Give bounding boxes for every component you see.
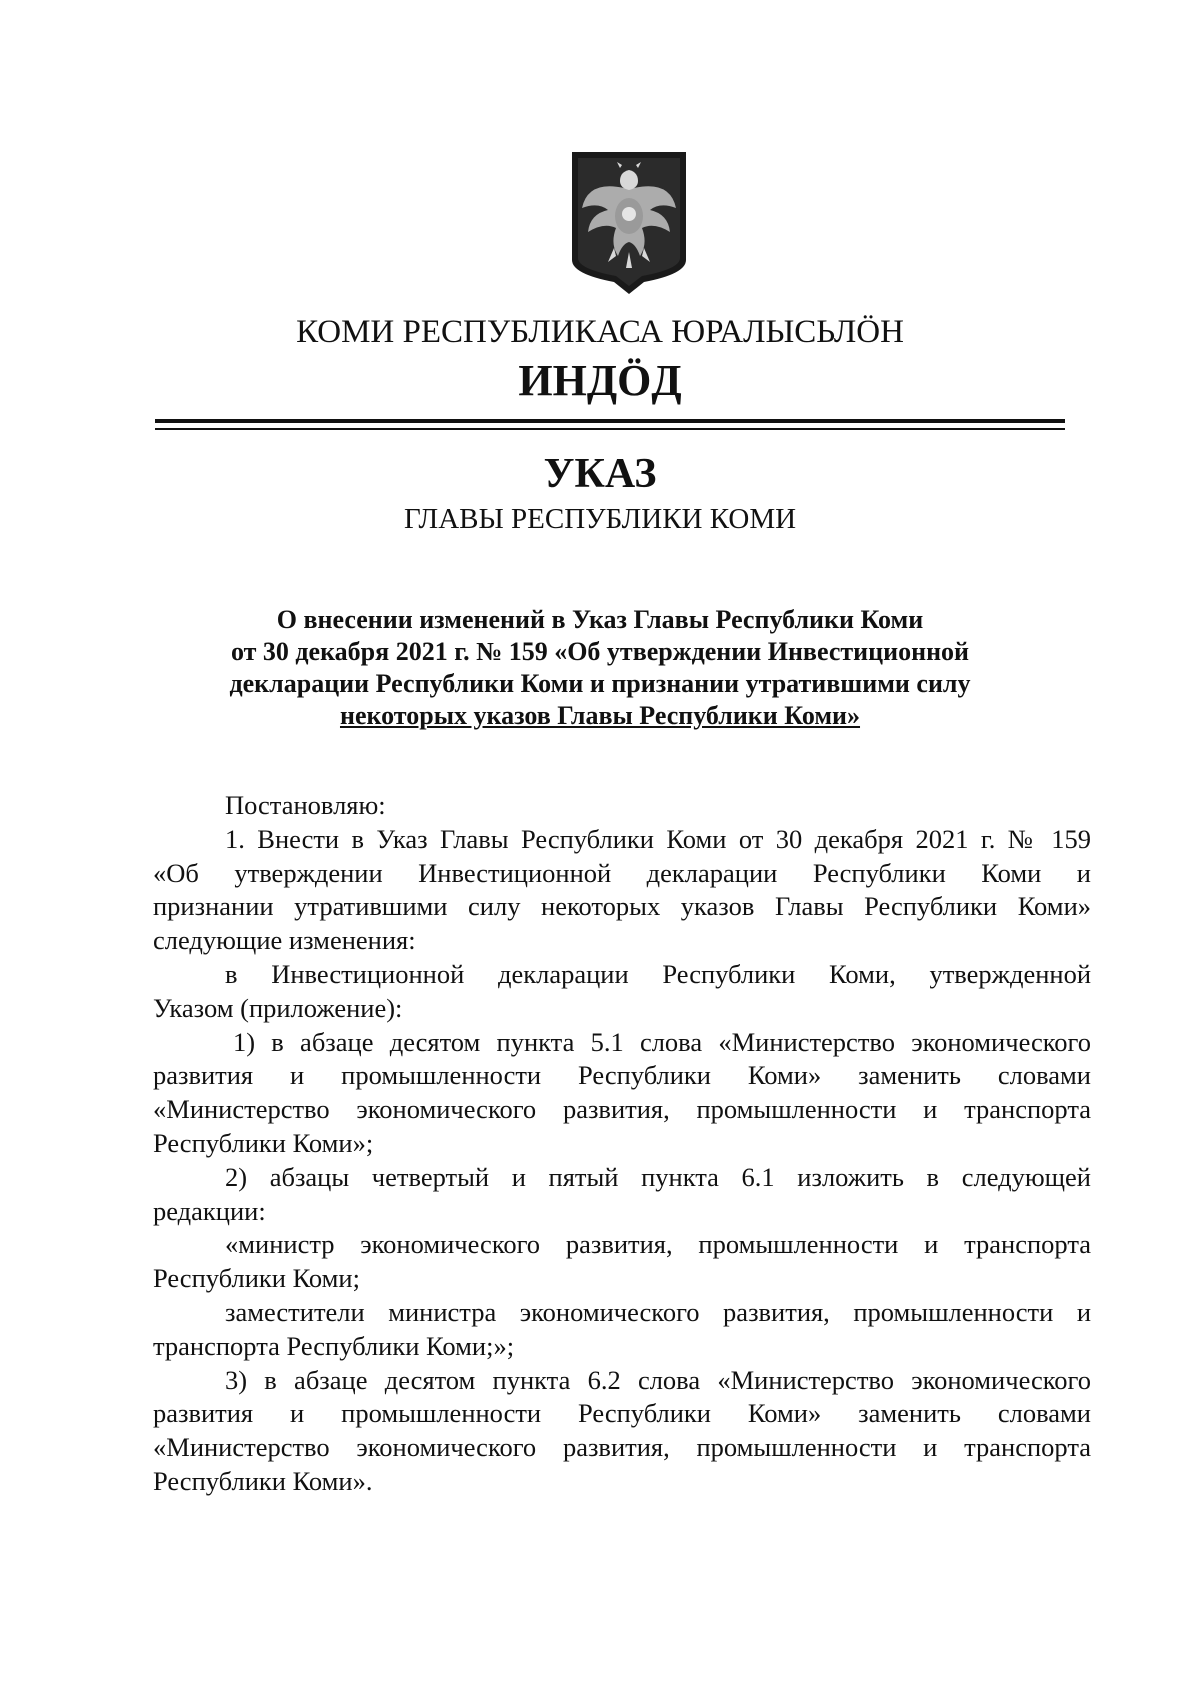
body-line: «министр экономического развития, промышленности и транспорта xyxy=(225,1229,1091,1260)
decree-body xyxy=(153,789,1091,1499)
body-line: «Министерство экономического развития, промышленности и транспорта xyxy=(153,1094,1091,1125)
body-line: признании утратившими силу некоторых указов Главы Республики Коми» xyxy=(153,891,1091,922)
body-line: 1) в абзаце десятом пункта 5.1 слова «Министерство экономического xyxy=(233,1026,1091,1057)
header-komi-title: КОМИ РЕСПУБЛИКАСА ЮРАЛЫСЬЛӦН xyxy=(296,314,904,350)
body-line: заместители министра экономического развития, промышленности и xyxy=(225,1296,1091,1327)
body-line: Республики Коми; xyxy=(153,1263,360,1294)
body-line: транспорта Республики Коми;»; xyxy=(153,1330,515,1361)
coat-of-arms-emblem xyxy=(568,148,690,296)
body-line: следующие изменения: xyxy=(153,925,416,956)
header-divider-thick xyxy=(155,419,1065,423)
body-line: 1. Внести в Указ Главы Республики Коми от 30 декабря 2021 г. № 159 xyxy=(225,823,1091,854)
body-line: Постановляю: xyxy=(225,790,386,820)
body-line: Республики Коми». xyxy=(153,1465,373,1496)
body-line: в Инвестиционной декларации Республики Коми, утвержденной xyxy=(225,958,1091,989)
body-line: 2) абзацы четвертый и пятый пункта 6.1 изложить в следующей xyxy=(225,1161,1091,1192)
header-komi-decree: ИНДӦД xyxy=(518,356,682,405)
subject-line: от 30 декабря 2021 г. № 159 «Об утверждении Инвестиционной xyxy=(230,637,970,666)
decree-subject xyxy=(200,604,1000,732)
decree-subtitle: ГЛАВЫ РЕСПУБЛИКИ КОМИ xyxy=(403,503,797,535)
body-line: развития и промышленности Республики Коми» заменить словами xyxy=(153,1060,1091,1091)
body-line: Республики Коми»; xyxy=(153,1127,374,1158)
body-line: 3) в абзаце десятом пункта 6.2 слова «Министерство экономического xyxy=(225,1364,1091,1395)
header-divider-thin xyxy=(155,428,1065,430)
subject-line: О внесении изменений в Указ Главы Республики Коми xyxy=(276,605,924,634)
subject-line: декларации Республики Коми и признании утратившими силу xyxy=(229,669,971,698)
body-line: Указом (приложение): xyxy=(153,992,403,1023)
body-line: развития и промышленности Республики Коми» заменить словами xyxy=(153,1398,1091,1429)
subject-line-underlined: некоторых указов Главы Республики Коми» xyxy=(339,701,861,730)
body-line: «Министерство экономического развития, промышленности и транспорта xyxy=(153,1432,1091,1463)
body-line: «Об утверждении Инвестиционной декларации Республики Коми и xyxy=(153,857,1091,888)
body-line: редакции: xyxy=(153,1195,266,1226)
decree-title: УКАЗ xyxy=(543,451,657,497)
